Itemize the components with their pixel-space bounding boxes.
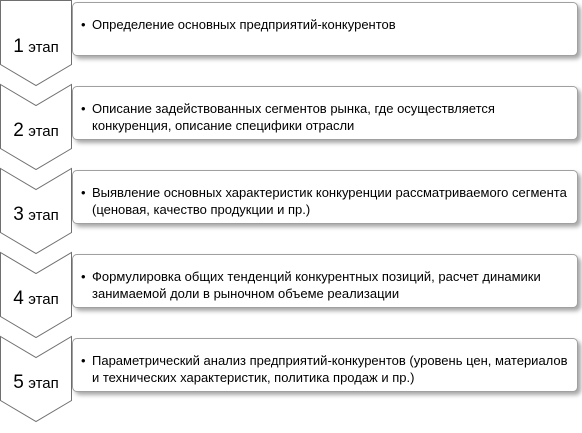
stage-2 <box>0 84 582 170</box>
stage-4-word: этап <box>28 291 59 308</box>
stage-4-bullet: • <box>81 269 86 284</box>
stage-5-word: этап <box>28 375 59 392</box>
stage-1-bullet: • <box>81 17 86 32</box>
stage-5-bullet: • <box>81 353 86 368</box>
stage-2-word: этап <box>28 123 59 140</box>
stage-4-number: 4 <box>13 288 24 309</box>
stage-1-number: 1 <box>13 36 24 57</box>
stage-5-description: Параметрический анализ предприятий-конкурентов (уровень цен, материалов и технических характеристик, политика продаж и пр.) <box>92 353 568 385</box>
stage-4-label <box>0 288 72 310</box>
stage-2-description-box <box>72 86 578 140</box>
stage-5 <box>0 336 582 422</box>
stage-3-description: Выявление основных характеристик конкуренции рассматриваемого сегмента (ценовая, качество продукции и пр.) <box>92 185 567 217</box>
stage-4-description-box <box>72 254 578 308</box>
stage-1-label <box>0 36 72 58</box>
stage-2-label <box>0 120 72 142</box>
stage-1 <box>0 0 582 86</box>
stage-5-description-box <box>72 338 578 392</box>
stage-1-description-box <box>72 2 578 56</box>
stage-3-label <box>0 204 72 226</box>
stage-3-word: этап <box>28 207 59 224</box>
stage-2-number: 2 <box>13 120 24 141</box>
stage-3-bullet: • <box>81 185 86 200</box>
stage-3 <box>0 168 582 254</box>
stage-4-description: Формулировка общих тенденций конкурентных позиций, расчет динамики занимаемой доли в рыночном объеме реализации <box>92 269 541 301</box>
stage-5-label <box>0 372 72 394</box>
stage-5-number: 5 <box>13 372 24 393</box>
stage-3-number: 3 <box>13 204 24 225</box>
stage-4 <box>0 252 582 338</box>
stage-2-bullet: • <box>81 101 86 116</box>
stage-1-word: этап <box>28 39 59 56</box>
stage-2-description: Описание задействованных сегментов рынка, где осуществляется конкуренция, описание специфики отрасли <box>92 101 495 133</box>
stage-3-description-box <box>72 170 578 224</box>
stage-1-description: Определение основных предприятий-конкурентов <box>92 17 396 32</box>
